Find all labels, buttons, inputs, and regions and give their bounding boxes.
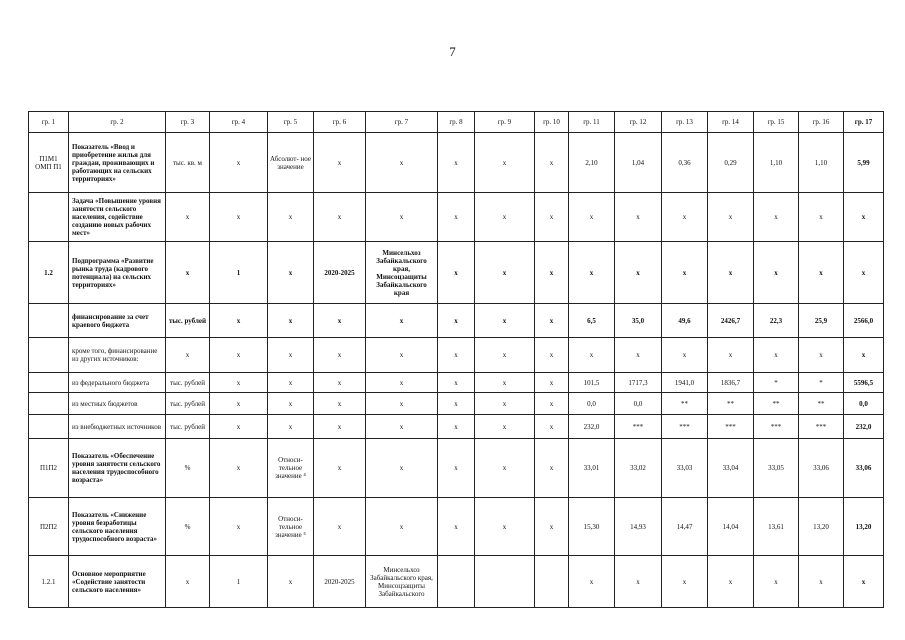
value-cell [438, 556, 475, 608]
year-value: x [569, 556, 615, 608]
value-cell: x [268, 556, 314, 608]
value-cell: x [268, 393, 314, 415]
year-value: 14,93 [615, 498, 662, 556]
value-cell: x [438, 304, 475, 338]
responsible-cell: x [366, 338, 438, 373]
value-cell: x [535, 193, 569, 242]
unit-cell: тыс. рублей [166, 415, 210, 439]
total-value: 0,0 [844, 393, 884, 415]
unit-cell: x [166, 338, 210, 373]
year-value: 2,10 [569, 133, 615, 193]
row-code: П1М1 ОМП П1 [29, 133, 69, 193]
year-value: x [615, 193, 662, 242]
year-value: x [615, 556, 662, 608]
column-header: гр. 2 [69, 112, 166, 133]
period-cell: x [314, 133, 366, 193]
year-value: ** [708, 393, 754, 415]
value-cell: x [210, 415, 268, 439]
value-cell: x [535, 373, 569, 393]
year-value: 33,06 [799, 439, 844, 498]
year-value: 25,9 [799, 304, 844, 338]
value-cell: x [535, 133, 569, 193]
value-cell: x [475, 133, 535, 193]
unit-cell: x [166, 242, 210, 304]
row-code [29, 338, 69, 373]
value-cell: x [268, 242, 314, 304]
value-cell: x [438, 415, 475, 439]
value-cell: x [438, 193, 475, 242]
value-cell: x [535, 393, 569, 415]
column-header: гр. 8 [438, 112, 475, 133]
year-value: x [799, 242, 844, 304]
value-cell: x [438, 498, 475, 556]
period-cell: x [314, 439, 366, 498]
year-value: x [615, 338, 662, 373]
column-header: гр. 5 [268, 112, 314, 133]
year-value: x [662, 193, 708, 242]
column-header: гр. 10 [535, 112, 569, 133]
year-value: 0,29 [708, 133, 754, 193]
period-cell: x [314, 393, 366, 415]
year-value: x [754, 338, 799, 373]
value-cell: x [438, 338, 475, 373]
unit-cell: тыс. кв. м [166, 133, 210, 193]
value-cell: x [438, 393, 475, 415]
value-cell: x [268, 415, 314, 439]
column-header: гр. 9 [475, 112, 535, 133]
period-cell: x [314, 415, 366, 439]
value-cell: x [210, 393, 268, 415]
year-value: 13,61 [754, 498, 799, 556]
value-cell [535, 556, 569, 608]
total-value: 5,99 [844, 133, 884, 193]
header-row [29, 112, 884, 133]
year-value: ** [662, 393, 708, 415]
column-header: гр. 14 [708, 112, 754, 133]
year-value: x [799, 556, 844, 608]
responsible-cell: x [366, 498, 438, 556]
year-value: 1941,0 [662, 373, 708, 393]
year-value: x [569, 338, 615, 373]
value-cell: x [535, 498, 569, 556]
table-row [29, 338, 884, 373]
unit-cell: x [166, 556, 210, 608]
responsible-cell: Минсельхоз Забайкальского края, Минсоцзащиты Забайкальского [366, 556, 438, 608]
value-cell: x [535, 338, 569, 373]
value-cell: x [475, 338, 535, 373]
year-value: 33,01 [569, 439, 615, 498]
period-cell: x [314, 338, 366, 373]
year-value: x [662, 338, 708, 373]
year-value: *** [615, 415, 662, 439]
value-cell: x [210, 133, 268, 193]
year-value: ** [799, 393, 844, 415]
row-name: Показатель «Ввод и приобретение жилья для граждан, проживающих и работающих на сельских территориях» [69, 133, 166, 193]
year-value: ** [754, 393, 799, 415]
table-row [29, 439, 884, 498]
value-cell: x [210, 193, 268, 242]
row-code [29, 304, 69, 338]
row-code: 1.2 [29, 242, 69, 304]
unit-cell: тыс. рублей [166, 373, 210, 393]
value-cell: x [268, 373, 314, 393]
value-cell: x [438, 439, 475, 498]
year-value: 14,04 [708, 498, 754, 556]
value-cell: x [535, 304, 569, 338]
total-value: x [844, 242, 884, 304]
period-cell: x [314, 193, 366, 242]
value-cell: x [210, 373, 268, 393]
value-cell: x [438, 242, 475, 304]
year-value: 101,5 [569, 373, 615, 393]
total-value: x [844, 193, 884, 242]
year-value: 0,0 [569, 393, 615, 415]
value-cell: x [535, 242, 569, 304]
year-value: x [569, 242, 615, 304]
year-value: 1,10 [799, 133, 844, 193]
value-cell: x [438, 133, 475, 193]
year-value: *** [754, 415, 799, 439]
column-header: гр. 11 [569, 112, 615, 133]
table-row [29, 393, 884, 415]
row-code [29, 193, 69, 242]
year-value: x [569, 193, 615, 242]
year-value: *** [662, 415, 708, 439]
total-value: 33,06 [844, 439, 884, 498]
value-cell: x [475, 439, 535, 498]
year-value: x [708, 193, 754, 242]
responsible-cell: x [366, 393, 438, 415]
year-value: x [615, 242, 662, 304]
table-row [29, 373, 884, 393]
table-row [29, 193, 884, 242]
year-value: 1,04 [615, 133, 662, 193]
row-code [29, 393, 69, 415]
year-value: 35,0 [615, 304, 662, 338]
row-code: 1.2.1 [29, 556, 69, 608]
value-cell: x [210, 338, 268, 373]
total-value: 232,0 [844, 415, 884, 439]
row-name: из местных бюджетов [69, 393, 166, 415]
row-code: П2П2 [29, 498, 69, 556]
column-header: гр. 15 [754, 112, 799, 133]
year-value: 33,05 [754, 439, 799, 498]
table-row [29, 133, 884, 193]
value-cell: Относи- тельное значение ⁴ [268, 439, 314, 498]
period-cell: 2020-2025 [314, 556, 366, 608]
total-value: 5596,5 [844, 373, 884, 393]
value-cell: 1 [210, 556, 268, 608]
value-cell: x [535, 415, 569, 439]
unit-cell: % [166, 498, 210, 556]
year-value: 14,47 [662, 498, 708, 556]
value-cell: x [268, 193, 314, 242]
year-value: x [754, 242, 799, 304]
column-header: гр. 6 [314, 112, 366, 133]
year-value: x [708, 242, 754, 304]
year-value: 2426,7 [708, 304, 754, 338]
value-cell: x [210, 498, 268, 556]
responsible-cell: x [366, 439, 438, 498]
year-value: 15,30 [569, 498, 615, 556]
row-name: Показатель «Снижение уровня безработицы сельского населения трудоспособного возраста» [69, 498, 166, 556]
value-cell: x [475, 304, 535, 338]
value-cell: Относи- тельное значение ⁵ [268, 498, 314, 556]
period-cell: 2020-2025 [314, 242, 366, 304]
row-name: Задача «Повышение уровня занятости сельского населения, содействие созданию новых рабочих мест» [69, 193, 166, 242]
column-header: гр. 17 [844, 112, 884, 133]
table-row [29, 556, 884, 608]
responsible-cell: Минсельхоз Забайкальского края, Минсоцзащиты Забайкальского края [366, 242, 438, 304]
unit-cell: % [166, 439, 210, 498]
year-value: 33,04 [708, 439, 754, 498]
row-name: Подпрограмма «Развитие рынка труда (кадрового потенциала) на сельских территориях» [69, 242, 166, 304]
year-value: 0,36 [662, 133, 708, 193]
value-cell: x [475, 242, 535, 304]
responsible-cell: x [366, 133, 438, 193]
row-name: из внебюджетных источников [69, 415, 166, 439]
period-cell: x [314, 373, 366, 393]
responsible-cell: x [366, 304, 438, 338]
value-cell: x [210, 439, 268, 498]
responsible-cell: x [366, 415, 438, 439]
row-name: финансирование за счет краевого бюджета [69, 304, 166, 338]
page-number: 7 [449, 44, 456, 59]
year-value: x [708, 338, 754, 373]
value-cell: x [475, 415, 535, 439]
year-value: 1836,7 [708, 373, 754, 393]
value-cell: x [475, 498, 535, 556]
year-value: *** [708, 415, 754, 439]
row-name: из федерального бюджета [69, 373, 166, 393]
value-cell: x [475, 193, 535, 242]
column-header: гр. 16 [799, 112, 844, 133]
responsible-cell: x [366, 373, 438, 393]
period-cell: x [314, 304, 366, 338]
row-name: Показатель «Обеспечение уровня занятости сельского населения трудоспособного возраста» [69, 439, 166, 498]
year-value: x [708, 556, 754, 608]
year-value: x [799, 338, 844, 373]
column-header: гр. 13 [662, 112, 708, 133]
value-cell: x [438, 373, 475, 393]
year-value: 13,20 [799, 498, 844, 556]
column-header: гр. 3 [166, 112, 210, 133]
value-cell: x [475, 373, 535, 393]
value-cell: Абсолют- ное значение [268, 133, 314, 193]
year-value: * [799, 373, 844, 393]
total-value: 2566,0 [844, 304, 884, 338]
year-value: 232,0 [569, 415, 615, 439]
value-cell: x [268, 338, 314, 373]
year-value: x [799, 193, 844, 242]
value-cell [475, 556, 535, 608]
year-value: 1717,3 [615, 373, 662, 393]
responsible-cell: x [366, 193, 438, 242]
row-code: П1П2 [29, 439, 69, 498]
year-value: 49,6 [662, 304, 708, 338]
value-cell: 1 [210, 242, 268, 304]
column-header: гр. 12 [615, 112, 662, 133]
row-code [29, 373, 69, 393]
unit-cell: тыс. рублей [166, 393, 210, 415]
value-cell: x [268, 304, 314, 338]
year-value: 1,10 [754, 133, 799, 193]
year-value: 0,0 [615, 393, 662, 415]
table-row [29, 242, 884, 304]
table-row [29, 415, 884, 439]
year-value: 33,02 [615, 439, 662, 498]
unit-cell: тыс. рублей [166, 304, 210, 338]
year-value: x [754, 556, 799, 608]
year-value: * [754, 373, 799, 393]
total-value: x [844, 556, 884, 608]
year-value: 22,3 [754, 304, 799, 338]
program-table [28, 111, 884, 608]
value-cell: x [210, 304, 268, 338]
total-value: x [844, 338, 884, 373]
year-value: 33,03 [662, 439, 708, 498]
table-row [29, 498, 884, 556]
year-value: 6,5 [569, 304, 615, 338]
unit-cell: x [166, 193, 210, 242]
row-name: Основное мероприятие «Содействие занятости сельского населения» [69, 556, 166, 608]
value-cell: x [535, 439, 569, 498]
year-value: x [754, 193, 799, 242]
period-cell: x [314, 498, 366, 556]
column-header: гр. 1 [29, 112, 69, 133]
column-header: гр. 4 [210, 112, 268, 133]
row-name: кроме того, финансирование из других источников: [69, 338, 166, 373]
column-header: гр. 7 [366, 112, 438, 133]
row-code [29, 415, 69, 439]
year-value: x [662, 242, 708, 304]
value-cell: x [475, 393, 535, 415]
table-row [29, 304, 884, 338]
total-value: 13,20 [844, 498, 884, 556]
year-value: x [662, 556, 708, 608]
year-value: *** [799, 415, 844, 439]
